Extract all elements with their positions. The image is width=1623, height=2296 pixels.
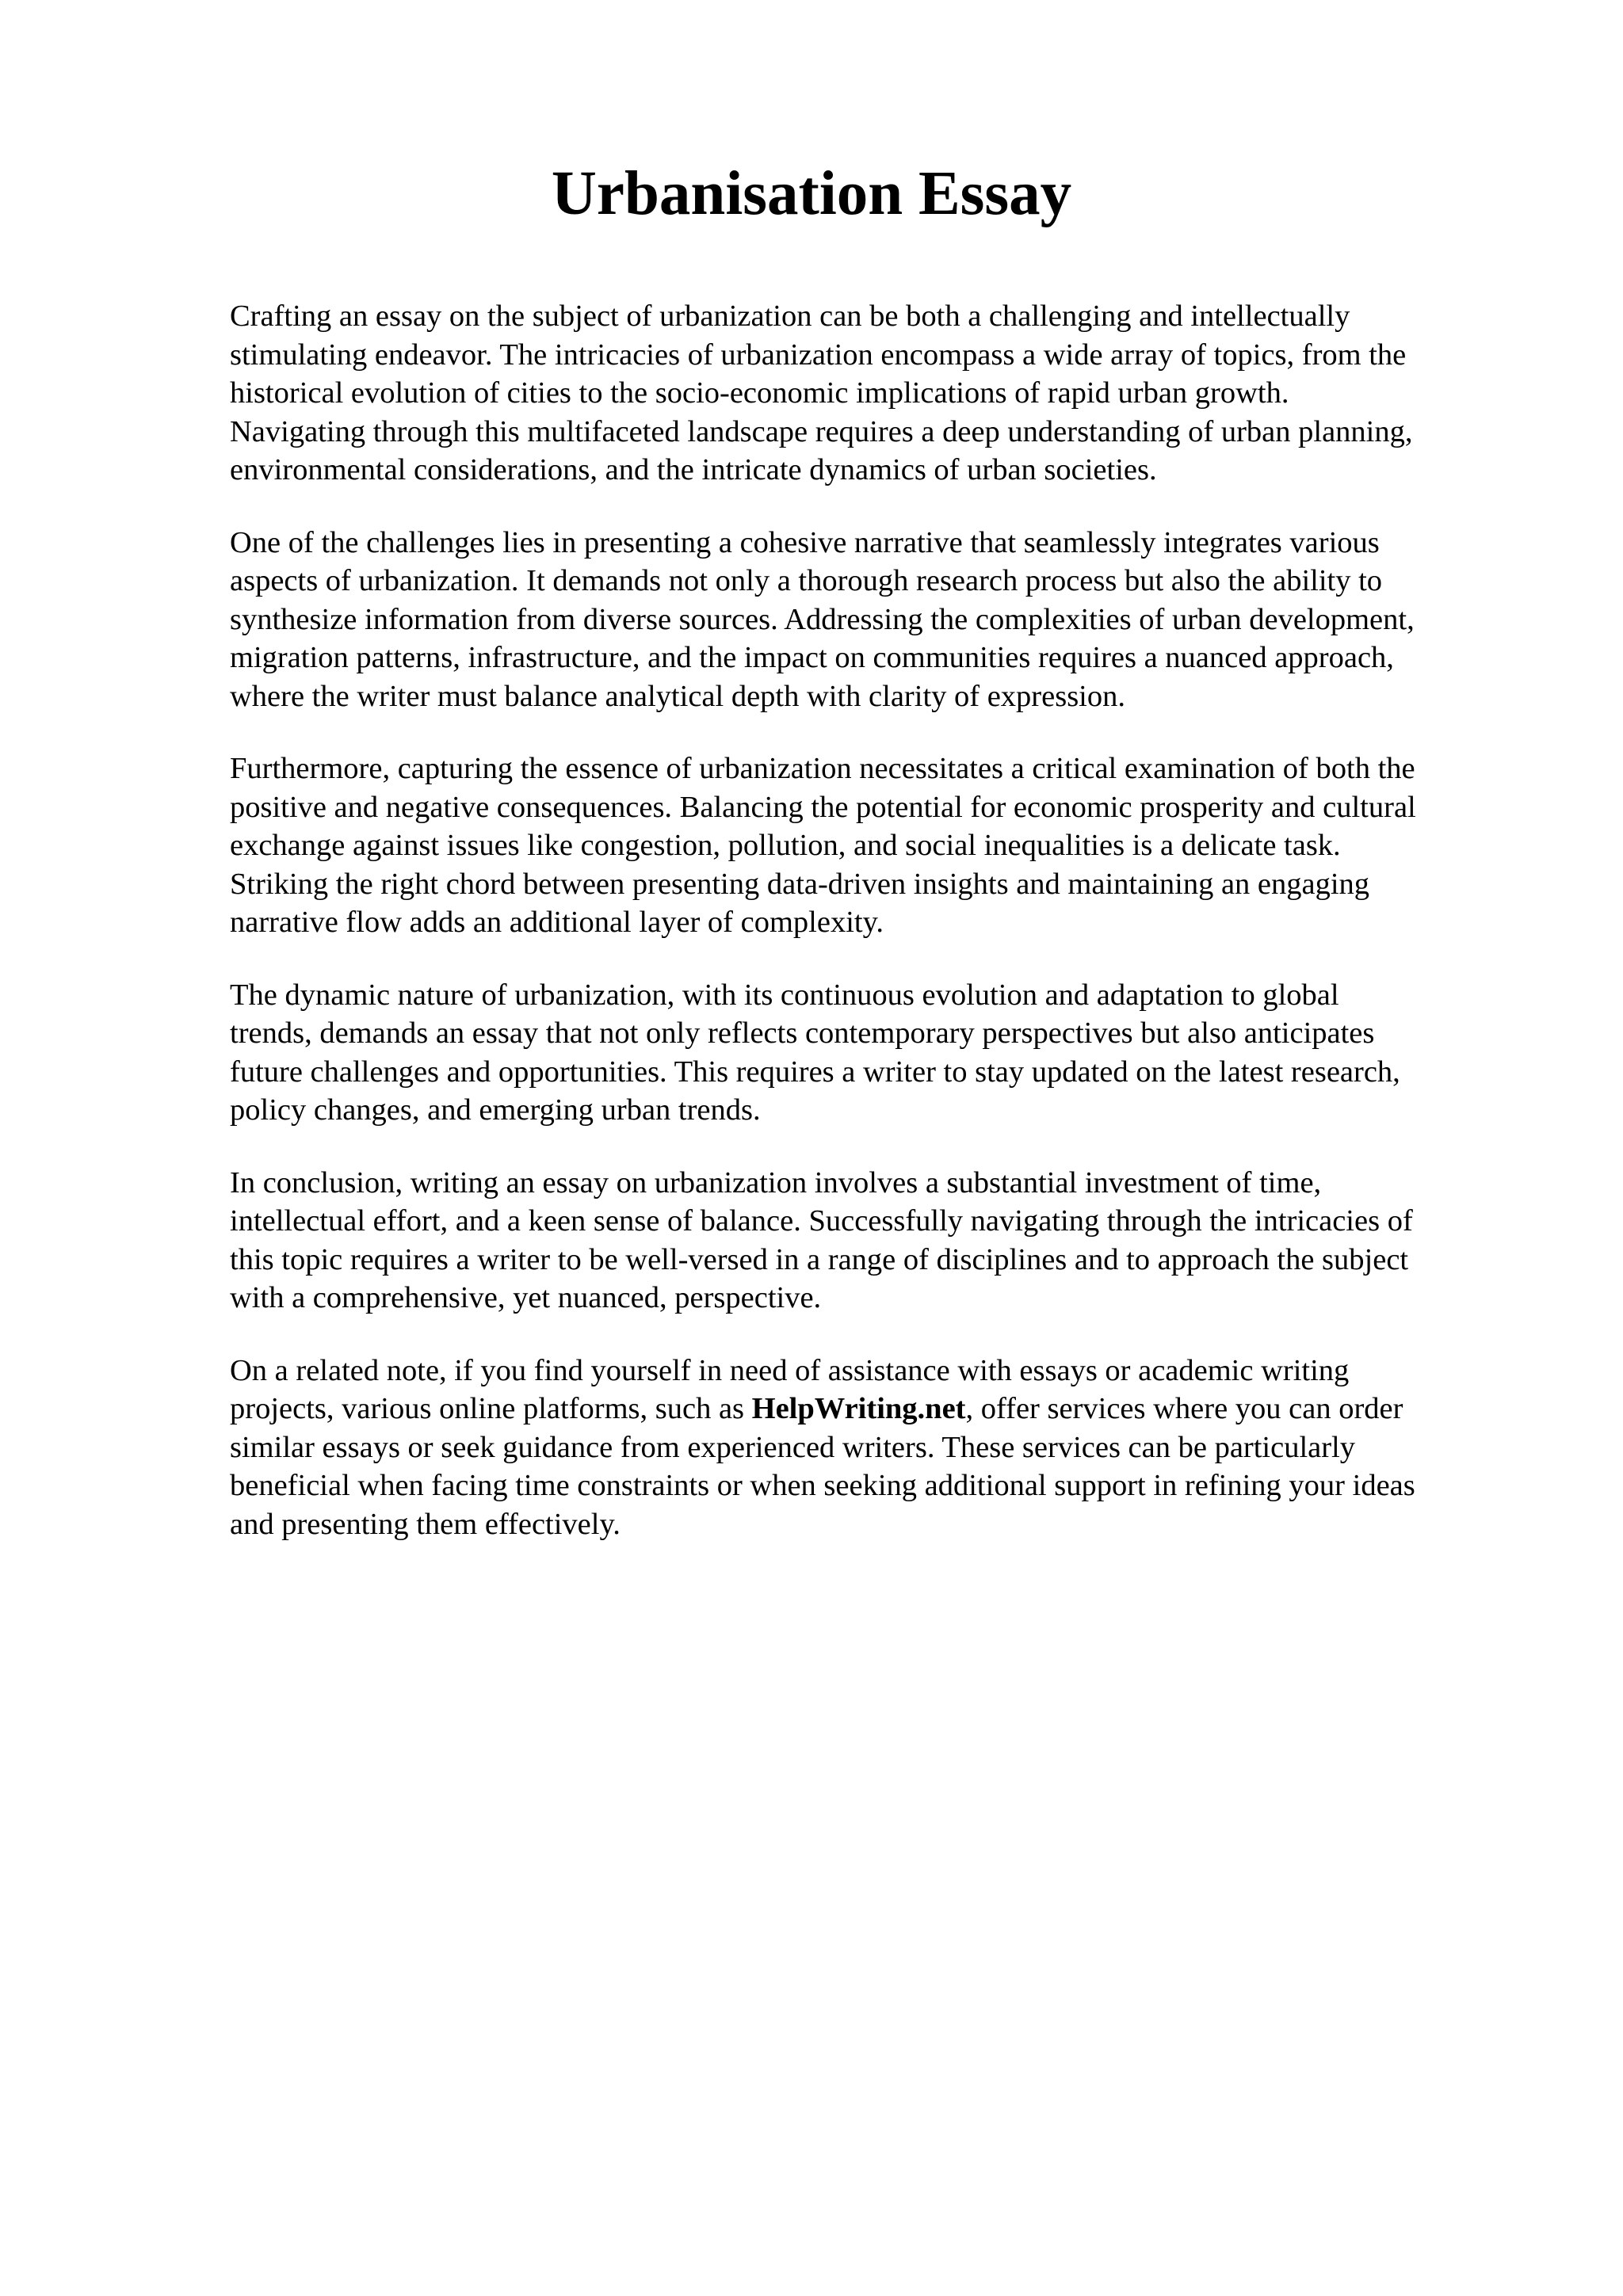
text-line: In conclusion, writing an essay on urbanization involves a substantial investment of time, — [230, 1165, 1322, 1199]
helpwriting-link[interactable]: HelpWriting.net — [751, 1392, 966, 1425]
page-title: Urbanisation Essay — [551, 159, 1072, 228]
text-line: where the writer must balance analytical depth with clarity of expression. — [230, 679, 1125, 713]
text-line: stimulating endeavor. The intricacies of urbanization encompass a wide array of topics, from the — [230, 338, 1407, 372]
text-line: synthesize information from diverse sources. Addressing the complexities of urban development, — [230, 602, 1415, 636]
text-line: this topic requires a writer to be well-versed in a range of disciplines and to approach the subject — [230, 1242, 1409, 1276]
paragraph-closing — [230, 1352, 1514, 1544]
text-line: historical evolution of cities to the socio-economic implications of rapid urban growth. — [230, 376, 1289, 410]
text-line: narrative flow adds an additional layer of complexity. — [230, 906, 884, 939]
text-line: The dynamic nature of urbanization, with its continuous evolution and adaptation to global — [230, 978, 1339, 1012]
paragraph-1 — [230, 297, 1514, 490]
text-line: Navigating through this multifaceted landscape requires a deep understanding of urban planning, — [230, 414, 1413, 448]
essay-body — [230, 297, 1514, 1577]
text-line-with-link — [230, 1390, 1514, 1428]
text-line: policy changes, and emerging urban trends. — [230, 1093, 761, 1127]
text-line: intellectual effort, and a keen sense of balance. Successfully navigating through the intricacies of — [230, 1204, 1413, 1238]
paragraph-4 — [230, 976, 1514, 1130]
text-line: with a comprehensive, yet nuanced, perspective. — [230, 1281, 822, 1314]
text-line: similar essays or seek guidance from experienced writers. These services can be particularly — [230, 1430, 1356, 1464]
text-line: On a related note, if you find yourself in need of assistance with essays or academic writing — [230, 1353, 1350, 1387]
text-line: aspects of urbanization. It demands not only a thorough research process but also the ability to — [230, 564, 1383, 597]
text-line: trends, demands an essay that not only reflects contemporary perspectives but also anticipates — [230, 1016, 1375, 1050]
text-line: Furthermore, capturing the essence of urbanization necessitates a critical examination of both the — [230, 752, 1415, 785]
text-fragment: , offer services where you can order — [965, 1392, 1403, 1425]
text-line: beneficial when facing time constraints or when seeking additional support in refining your ideas — [230, 1469, 1415, 1502]
text-line: future challenges and opportunities. This requires a writer to stay updated on the latest research, — [230, 1055, 1400, 1089]
paragraph-2 — [230, 524, 1514, 716]
text-fragment: projects, various online platforms, such as — [230, 1392, 752, 1425]
text-line: exchange against issues like congestion, pollution, and social inequalities is a delicate task. — [230, 829, 1341, 862]
text-line: positive and negative consequences. Balancing the potential for economic prosperity and cultural — [230, 790, 1416, 824]
text-line: Crafting an essay on the subject of urbanization can be both a challenging and intellectually — [230, 299, 1350, 333]
paragraph-5 — [230, 1164, 1514, 1318]
text-line: migration patterns, infrastructure, and the impact on communities requires a nuanced approach, — [230, 641, 1394, 674]
paragraph-3 — [230, 749, 1514, 942]
text-line: environmental considerations, and the intricate dynamics of urban societies. — [230, 453, 1157, 486]
text-line: Striking the right chord between presenting data-driven insights and maintaining an engaging — [230, 867, 1370, 901]
text-line: and presenting them effectively. — [230, 1507, 621, 1541]
text-line: One of the challenges lies in presenting a cohesive narrative that seamlessly integrates various — [230, 525, 1380, 559]
